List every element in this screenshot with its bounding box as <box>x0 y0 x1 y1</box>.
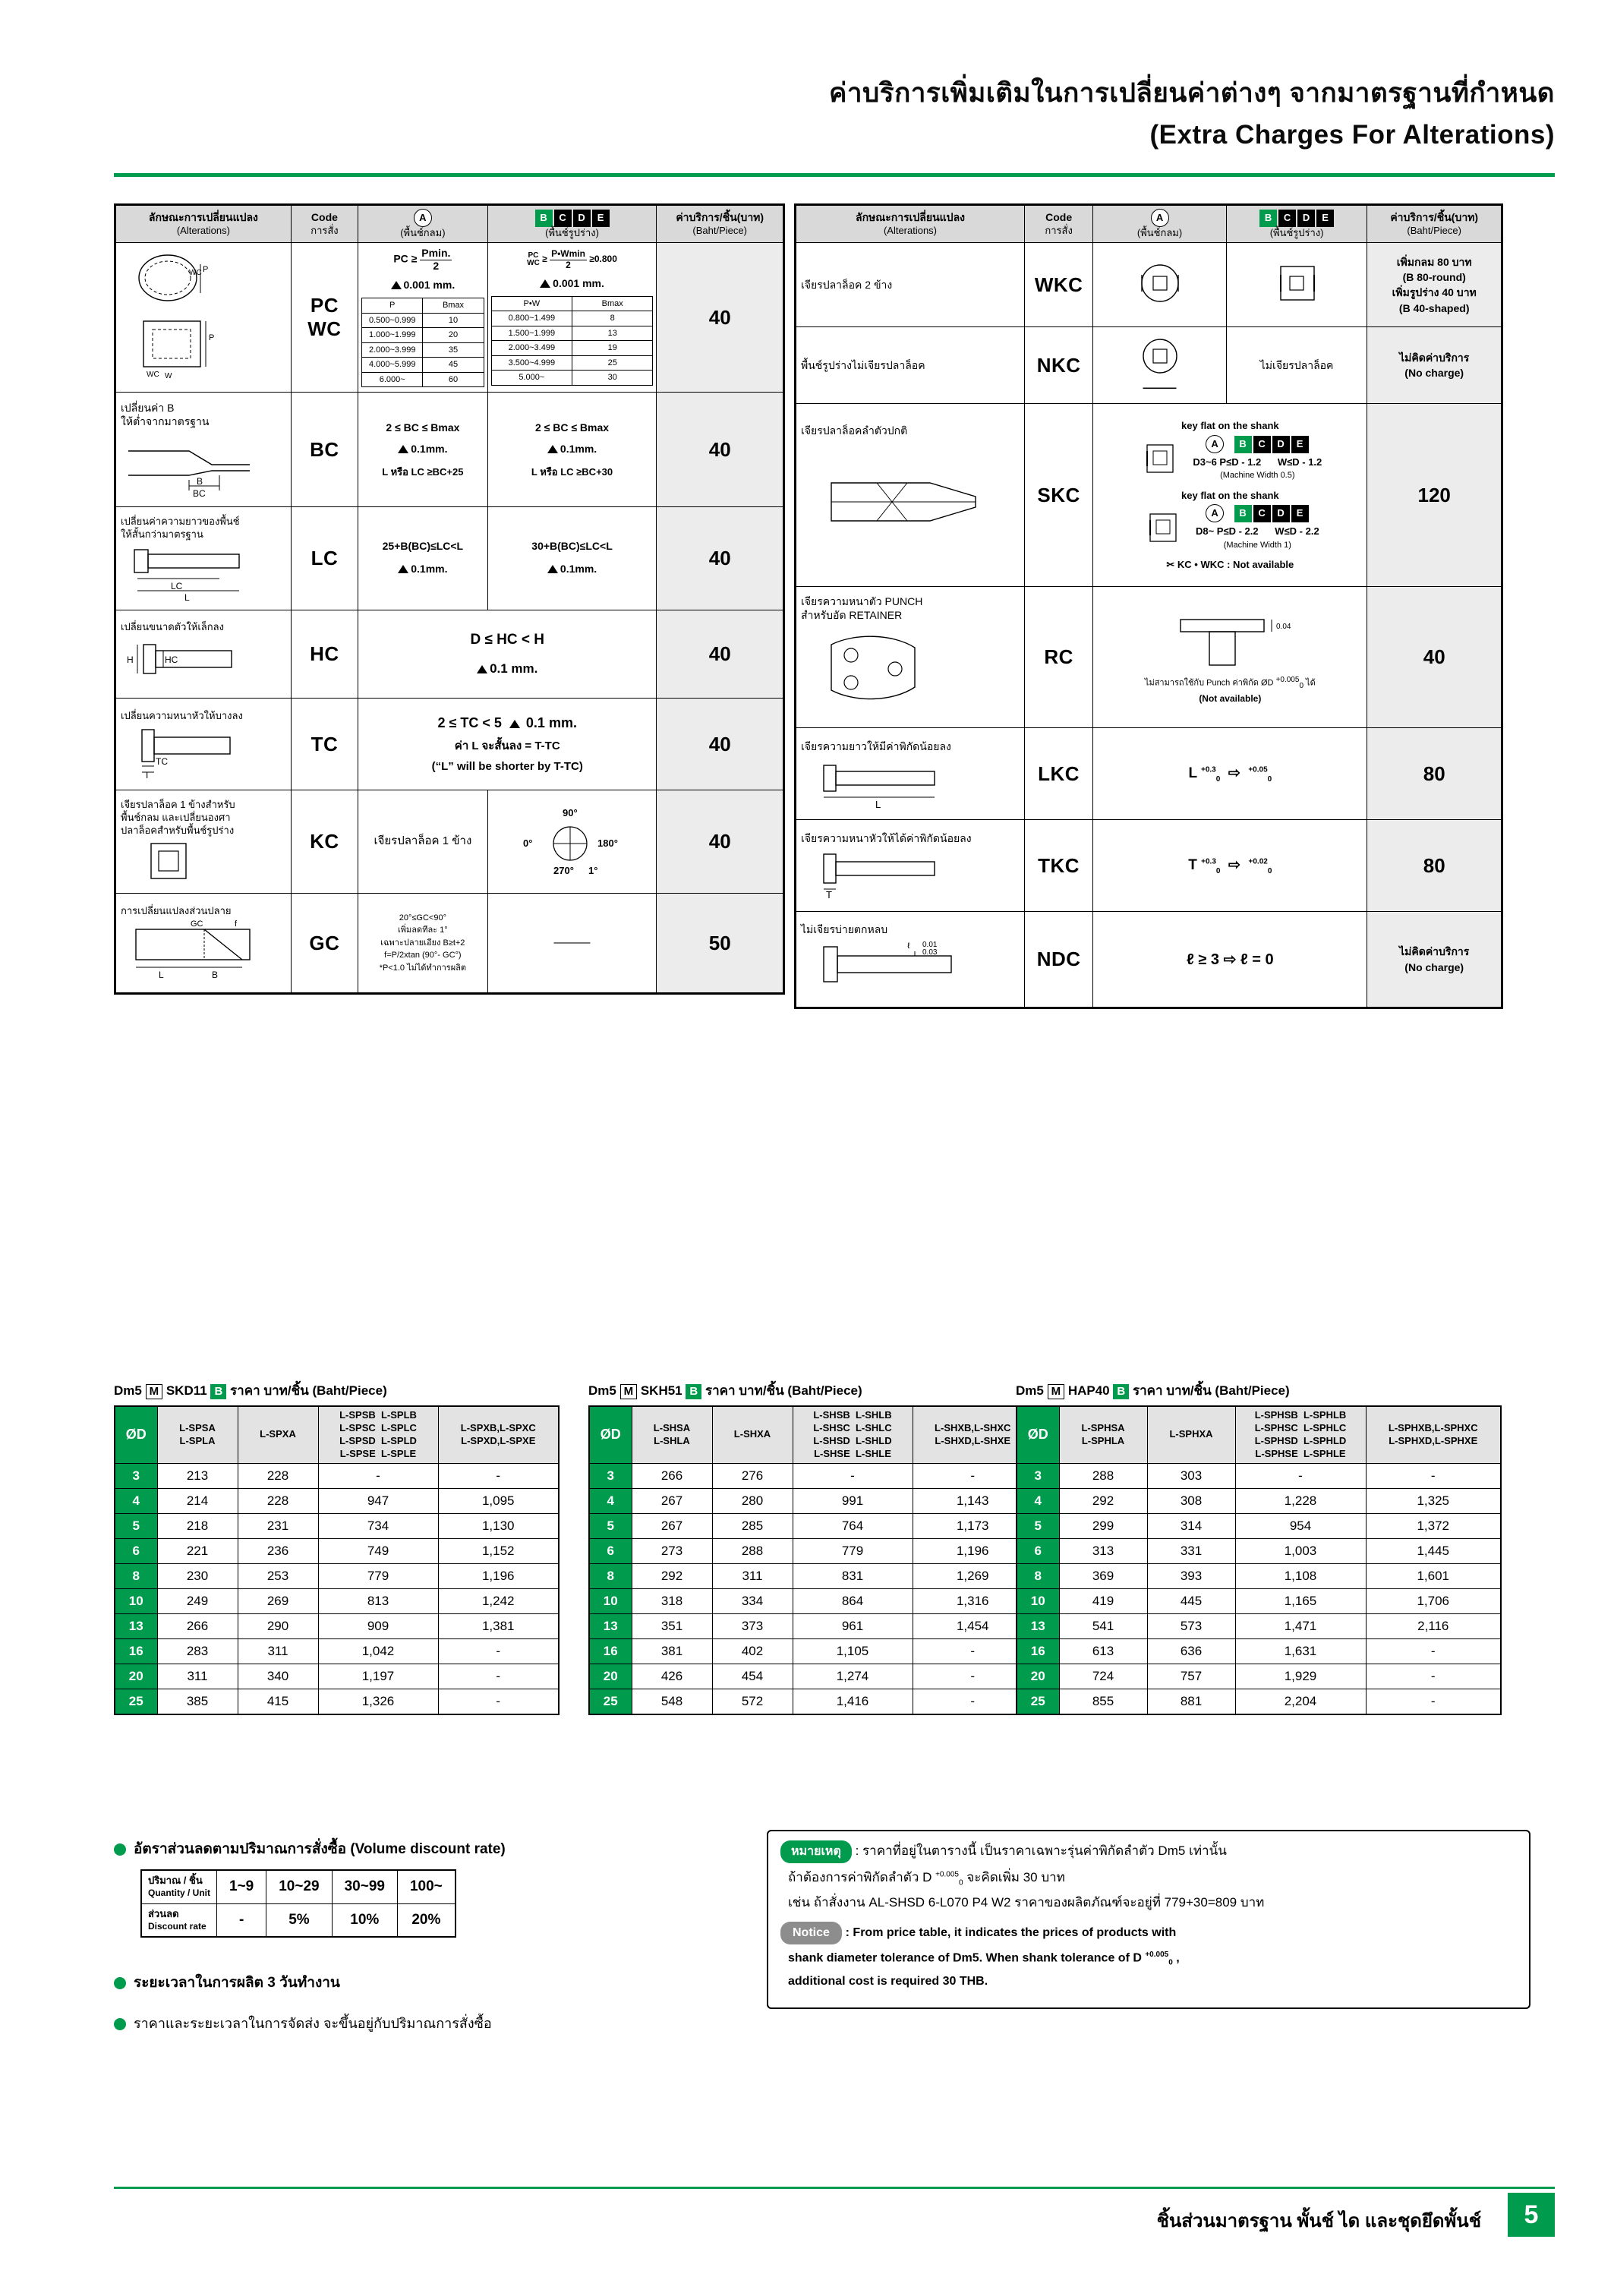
mark-m-icon-3: M <box>1048 1384 1065 1399</box>
col-code-th: Code <box>311 211 338 224</box>
code-gc: GC <box>291 894 358 993</box>
col-od-1: ØD <box>115 1406 157 1463</box>
qty-1: 1~9 <box>217 1870 266 1903</box>
alterations-table-right <box>794 203 1503 1009</box>
table-row: เปลี่ยนค่าความยาวของพื้นช์ ให้สั้นกว่ามาตรฐาน LC L LC 25+B(BC)≤LC<L 0.1mm. 30+B(BC)≤LC<L 0.1mm. 40 <box>116 507 783 610</box>
lead-time-note <box>114 1971 340 1994</box>
skc-note-2a: D8~ P≤D - 2.2 <box>1195 525 1259 537</box>
svg-text:ℓ: ℓ <box>907 941 910 951</box>
col-round-th-2: (พื้นช์กลม) <box>1136 227 1183 238</box>
gc-dash: ——— <box>487 894 657 993</box>
tolerance-pc-wc: 0.001 mm. <box>491 275 654 293</box>
table-row: 8 369 393 1,108 1,601 <box>1017 1563 1501 1588</box>
price-table-title-3 <box>1016 1380 1502 1401</box>
badge-b-icon-skc: B <box>1234 436 1252 453</box>
skc-note-2b: W≤D - 2.2 <box>1275 525 1319 537</box>
code-rc: RC <box>1024 587 1092 728</box>
formula-lc-a: 25+B(BC)≤LC<L <box>382 540 464 553</box>
desc-lkc: เจียรความยาวให้มีค่าพิกัดน้อยลง <box>801 740 951 753</box>
table-row: 13 351 373 961 1,454 <box>589 1613 1033 1638</box>
rate-1: - <box>217 1903 266 1937</box>
title-prefix-1: Dm5 <box>114 1383 142 1398</box>
svg-text:0.03: 0.03 <box>922 948 938 957</box>
sketch-wkc-shaped <box>1270 260 1323 307</box>
col-sphxa-3: L-SPHXA <box>1147 1406 1235 1463</box>
formula-hc: D ≤ HC < H <box>470 632 544 648</box>
table-row <box>796 912 1502 1008</box>
rate-2: 5% <box>266 1903 332 1937</box>
price-table-skh51 <box>588 1380 1034 1715</box>
notice-box <box>767 1830 1530 2009</box>
col-od-2: ØD <box>589 1406 632 1463</box>
code-lkc: LKC <box>1024 728 1092 820</box>
bullet-icon-3 <box>114 2018 126 2030</box>
badge-a-icon-skc: A <box>1206 435 1224 453</box>
col-shaped-th-2: (พื้นช์รูปร่าง) <box>1269 226 1324 238</box>
table-volume-discount <box>140 1869 456 1938</box>
shipping-text: ราคาและระยะเวลาในการจัดส่ง จะขึ้นอยู่กับปริมาณการสั่งซื้อ <box>134 2016 492 2031</box>
table-prices-hap40 <box>1016 1405 1502 1715</box>
title-suffix-3: ราคา บาท/ชิ้น (Baht/Piece) <box>1132 1383 1290 1398</box>
table-row <box>116 699 783 790</box>
table-row <box>796 728 1502 820</box>
col-od-3: ØD <box>1017 1406 1059 1463</box>
svg-text:BC: BC <box>193 488 206 499</box>
desc-lc: เปลี่ยนค่าความยาวของพื้นช์ ให้สั้นกว่ามาตรฐาน <box>121 515 240 540</box>
sketch-rc-detail <box>1127 609 1332 673</box>
page-header <box>829 72 1555 150</box>
badge-e-icon-skc2: E <box>1291 505 1309 522</box>
col-price-th-2: ค่าบริการ/ชิ้น(บาท) <box>1390 211 1479 224</box>
sketch-gc <box>121 917 280 981</box>
svg-text:0.01: 0.01 <box>922 940 938 949</box>
note-gc: 20°≤GC<90° เพิ่มลดทีละ 1° เฉพาะปลายเอียง B≥t+2 f=P/2xtan (90°- GC°) *P<1.0 ไม่ได้ทำการผลิต <box>358 894 488 993</box>
col-code-en-2: การสั่ง <box>1045 224 1073 236</box>
lead-time-text: ระยะเวลาในการผลิต 3 วันทำงาน <box>134 1975 340 1991</box>
price-table-skd11 <box>114 1380 560 1715</box>
price-tkc: 80 <box>1367 820 1502 912</box>
col-alterations-th: ลักษณะการเปลี่ยนแปลง <box>148 211 258 224</box>
table-header-row <box>1017 1406 1501 1463</box>
notice-en-2: shank diameter tolerance of Dm5. When shank tolerance of D $^{+0.005}_0$ , <box>788 1950 1180 1967</box>
sketch-skc-small-2 <box>1141 508 1185 547</box>
table-row <box>141 1903 456 1937</box>
shipping-note <box>114 2012 492 2034</box>
header-divider <box>114 173 1555 177</box>
svg-text:0.04: 0.04 <box>1276 623 1291 632</box>
table-row: 13 541 573 1,471 2,116 <box>1017 1613 1501 1638</box>
sketch-tkc <box>801 845 998 900</box>
table-row: 10 249 269 813 1,242 <box>115 1588 559 1613</box>
notice-th-2: ถ้าต้องการค่าพิกัดลำตัว D $^{+0.005}_0$ จะคิดเพิ่ม 30 บาท <box>788 1870 1065 1888</box>
code-tc: TC <box>291 699 358 790</box>
table-row: เปลี่ยนขนาดตัวให้เล็กลง H HC HC D ≤ HC < H 0.1 mm. 40 <box>116 610 783 699</box>
table-row: 6 273 288 779 1,196 <box>589 1538 1033 1563</box>
table-row: 25 385 415 1,326 - <box>115 1689 559 1714</box>
page-title-en: (Extra Charges For Alterations) <box>1149 120 1555 150</box>
badge-e-icon: E <box>592 210 610 227</box>
mark-m-icon-1: M <box>146 1384 163 1399</box>
badge-d-icon-skc: D <box>1272 436 1290 453</box>
skc-note-1b: W≤D - 1.2 <box>1277 456 1322 468</box>
price-table-title-2 <box>588 1380 1034 1401</box>
badge-d-icon-skc2: D <box>1272 505 1290 522</box>
bullet-icon-1 <box>114 1843 126 1856</box>
svg-text:180°: 180° <box>597 837 618 849</box>
skc-note-1: key flat on the shank <box>1181 420 1279 431</box>
table-row: 4 214 228 947 1,095 <box>115 1488 559 1513</box>
skc-note-3: ✂ KC • WKC : Not available <box>1166 559 1294 570</box>
notice-tag-en: Notice <box>780 1922 842 1944</box>
price-table-title-1 <box>114 1380 560 1401</box>
discount-title-row <box>114 1837 506 1860</box>
table-row <box>796 587 1502 728</box>
table-row: 6 313 331 1,003 1,445 <box>1017 1538 1501 1563</box>
table-pw-bmax: P•W Bmax 0.800~1.499 8 1.500~1.999 13 2.000~3.499 19 3.500~4.999 25 5.000~ 30 <box>491 296 654 386</box>
table-prices-skd11 <box>114 1405 560 1715</box>
code-pc-wc: PC WC <box>291 243 358 393</box>
price-gc: 50 <box>657 894 783 993</box>
note-nkc: ไม่เจียรปลาล็อค <box>1226 327 1367 404</box>
badge-d-icon-2: D <box>1297 210 1315 227</box>
badge-a-icon-2: A <box>1151 209 1169 227</box>
desc-skc: เจียรปลาล็อคลำตัวปกติ <box>801 424 908 437</box>
table-row: 5 299 314 954 1,372 <box>1017 1513 1501 1538</box>
col-code-en: การสั่ง <box>311 224 339 236</box>
col-spsa-1: L-SPSA L-SPLA <box>157 1406 238 1463</box>
svg-text:H: H <box>127 654 134 665</box>
sketch-ndc <box>801 936 1006 997</box>
diagram-kc-angles <box>515 807 629 877</box>
svg-text:L: L <box>875 799 881 809</box>
col-shxa-2: L-SHXA <box>712 1406 793 1463</box>
svg-text:LC: LC <box>171 581 183 592</box>
formula-pc: PC ≥ Pmin. 2 <box>393 247 451 272</box>
col-alterations-en: (Alterations) <box>176 224 230 236</box>
table-row: 3 266 276 - - <box>589 1463 1033 1488</box>
col-sphxb-3: L-SPHXB,L-SPHXC L-SPHXD,L-SPHXE <box>1366 1406 1501 1463</box>
svg-text:90°: 90° <box>562 806 578 818</box>
notice-th-1 <box>780 1840 1517 1863</box>
table-row: 25 548 572 1,416 - <box>589 1689 1033 1714</box>
svg-text:L: L <box>159 970 164 981</box>
note-kc: เจียรปลาล็อค 1 ข้าง <box>358 790 488 894</box>
badge-a-icon: A <box>414 209 432 227</box>
table-row: 4 292 308 1,228 1,325 <box>1017 1488 1501 1513</box>
col-alterations-th-2: ลักษณะการเปลี่ยนแปลง <box>855 211 965 224</box>
price-lc: 40 <box>657 507 783 610</box>
col-spsb-1: L-SPSB L-SPLB L-SPSC L-SPLC L-SPSD L-SPLD L-SPSE L-SPLE <box>318 1406 438 1463</box>
mark-b-icon-2: B <box>686 1384 701 1399</box>
col-shsa-2: L-SHSA L-SHLA <box>632 1406 712 1463</box>
formula-bc-a2: L หรือ LC ≥BC+25 <box>382 465 464 478</box>
table-row <box>116 243 783 393</box>
note-rc-1: ไม่สามารถใช้กับ Punch ค่าพิกัด ØD +0.0050 ได้ <box>1144 676 1316 691</box>
code-bc: BC <box>291 393 358 507</box>
table-row <box>116 894 783 993</box>
formula-tc: 2 ≤ TC < 5 0.1 mm. <box>437 715 577 731</box>
sketch-bc <box>121 428 280 498</box>
formula-tkc: T $^{+0.3}_0$ ⇨ $^{+0.02}_0$ <box>1188 856 1272 875</box>
code-wkc: WKC <box>1024 243 1092 327</box>
table-row: 8 292 311 831 1,269 <box>589 1563 1033 1588</box>
badge-b-icon: B <box>535 210 553 227</box>
svg-text:1°: 1° <box>588 864 597 876</box>
table-p-bmax: P Bmax 0.500~0.999 10 1.000~1.999 20 2.000~3.999 35 4.000~5.999 45 6.000~ 60 <box>361 298 484 387</box>
svg-text:P: P <box>209 333 215 343</box>
table-row: 20 311 340 1,197 - <box>115 1664 559 1689</box>
svg-text:TC: TC <box>156 756 168 768</box>
desc-gc: การเปลี่ยนแปลงส่วนปลาย <box>121 904 232 916</box>
badge-b-icon-2: B <box>1259 210 1277 227</box>
svg-text:P: P <box>203 265 209 275</box>
price-kc: 40 <box>657 790 783 894</box>
qty-2: 10~29 <box>266 1870 332 1903</box>
table-row: 10 419 445 1,165 1,706 <box>1017 1588 1501 1613</box>
formula-bc-a: 2 ≤ BC ≤ Bmax <box>386 421 460 434</box>
table-row: 6 221 236 749 1,152 <box>115 1538 559 1563</box>
note-rc-2: (Not available) <box>1199 693 1262 705</box>
desc-kc: เจียรปลาล็อค 1 ข้างสำหรับ พื้นช์กลม และเปลี่ยนองศา ปลาล็อคสำหรับพื้นช์รูปร่าง <box>121 799 235 836</box>
svg-text:f: f <box>235 919 238 929</box>
price-bc: 40 <box>657 393 783 507</box>
tolerance-pc: 0.001 mm. <box>361 276 484 295</box>
price-ndc: ไม่คิดค่าบริการ (No charge) <box>1367 912 1502 1008</box>
badge-c-icon: C <box>554 210 572 227</box>
notice-en-line1: : From price table, it indicates the prices of products with <box>845 1925 1177 1939</box>
skc-note-2c: (Machine Width 1) <box>1223 540 1291 550</box>
col-price-en: (Baht/Piece) <box>692 224 747 236</box>
code-tkc: TKC <box>1024 820 1092 912</box>
table-row: 4 267 280 991 1,143 <box>589 1488 1033 1513</box>
table-row: 5 218 231 734 1,130 <box>115 1513 559 1538</box>
footer-divider <box>114 2187 1555 2189</box>
svg-text:HC: HC <box>165 654 178 665</box>
table-row: 8 230 253 779 1,196 <box>115 1563 559 1588</box>
note-tc-2: (“L” will be shorter by T-TC) <box>431 759 583 773</box>
col-spxa-1: L-SPXA <box>238 1406 318 1463</box>
skc-note-1c: (Machine Width 0.5) <box>1220 471 1295 480</box>
notice-tag-th: หมายเหตุ <box>780 1840 852 1863</box>
sketch-skc <box>801 437 1013 566</box>
price-wkc: เพิ่มกลม 80 บาท (B 80-round) เพิ่มรูปร่าง 40 บาท (B 40-shaped) <box>1367 243 1502 327</box>
formula-ndc: ℓ ≥ 3 ⇨ ℓ = 0 <box>1187 951 1274 968</box>
col-sphsa-3: L-SPHSA L-SPHLA <box>1059 1406 1147 1463</box>
notice-th-line1: : ราคาที่อยู่ในตารางนี้ เป็นราคาเฉพาะรุ่นค่าพิกัดลำตัว Dm5 เท่านั้น <box>855 1843 1227 1858</box>
sketch-tc <box>121 722 280 778</box>
grade-2: SKH51 <box>640 1383 682 1398</box>
table-row <box>796 327 1502 404</box>
skc-note-1a: D3~6 P≤D - 1.2 <box>1193 456 1262 468</box>
alterations-table-left <box>114 203 785 995</box>
page-title-th: ค่าบริการเพิ่มเติมในการเปลี่ยนค่าต่างๆ จากมาตรฐานที่กำหนด <box>828 78 1555 108</box>
qty-3: 30~99 <box>332 1870 397 1903</box>
code-kc: KC <box>291 790 358 894</box>
notice-th-3: เช่น ถ้าสั่งงาน AL-SHSD 6-L070 P4 W2 ราคาของผลิตภัณฑ์จะอยู่ที่ 779+30=809 บาท <box>788 1895 1265 1910</box>
code-nkc: NKC <box>1024 327 1092 404</box>
price-rc: 40 <box>1367 587 1502 728</box>
table-row <box>141 1870 456 1903</box>
grade-3: HAP40 <box>1067 1383 1110 1398</box>
table-row: 16 283 311 1,042 - <box>115 1638 559 1664</box>
col-shsb-2: L-SHSB L-SHLB L-SHSC L-SHLC L-SHSD L-SHLD L-SHSE L-SHLE <box>793 1406 913 1463</box>
svg-text:L: L <box>184 592 190 602</box>
sketch-pc-wc <box>121 249 284 386</box>
col-code-th-2: Code <box>1045 211 1073 224</box>
table-header-row <box>115 1406 559 1463</box>
badge-d-icon: D <box>573 210 591 227</box>
sketch-wkc-round <box>1133 260 1187 307</box>
mark-b-icon-1: B <box>210 1384 226 1399</box>
badge-c-icon-skc: C <box>1253 436 1271 453</box>
discount-row1-label: ปริมาณ / ชิ้น Quantity / Unit <box>141 1870 217 1903</box>
svg-text:B: B <box>197 476 203 487</box>
col-spxb-1: L-SPXB,L-SPXC L-SPXD,L-SPXE <box>438 1406 559 1463</box>
badge-c-icon-skc2: C <box>1253 505 1271 522</box>
code-lc: LC <box>291 507 358 610</box>
table-row: 5 267 285 764 1,173 <box>589 1513 1033 1538</box>
code-ndc: NDC <box>1024 912 1092 1008</box>
table-header-row <box>116 206 783 243</box>
sketch-rc <box>801 622 1013 721</box>
discount-title: อัตราส่วนลดตามปริมาณการสั่งซื้อ (Volume discount rate) <box>134 1841 506 1857</box>
badge-e-icon-2: E <box>1316 210 1334 227</box>
badge-a-icon-skc2: A <box>1206 504 1224 522</box>
sketch-lc <box>121 541 280 601</box>
notice-en-3: additional cost is required 30 THB. <box>788 1975 988 1988</box>
desc-hc: เปลี่ยนขนาดตัวให้เล็กลง <box>121 621 224 633</box>
badge-b-icon-skc2: B <box>1234 505 1252 522</box>
table-row: 20 426 454 1,274 - <box>589 1664 1033 1689</box>
col-shxb-2: L-SHXB,L-SHXC L-SHXD,L-SHXE <box>913 1406 1033 1463</box>
svg-text:WC: WC <box>189 269 202 278</box>
svg-text:B: B <box>212 970 219 981</box>
title-suffix-1: ราคา บาท/ชิ้น (Baht/Piece) <box>230 1383 387 1398</box>
price-table-hap40 <box>1016 1380 1502 1715</box>
svg-text:T: T <box>826 889 832 900</box>
price-tc: 40 <box>657 699 783 790</box>
rate-3: 10% <box>332 1903 397 1937</box>
discount-row2-label: ส่วนลด Discount rate <box>141 1903 217 1937</box>
svg-text:GC: GC <box>191 919 203 929</box>
svg-text:270°: 270° <box>553 864 574 876</box>
price-lkc: 80 <box>1367 728 1502 820</box>
grade-1: SKD11 <box>165 1383 207 1398</box>
table-prices-skh51 <box>588 1405 1034 1715</box>
table-row: 3 213 228 - - <box>115 1463 559 1488</box>
formula-pc-wc: PC WC ≥ P•Wmin 2 ≥0.800 <box>527 248 617 270</box>
formula-bc-b2: L หรือ LC ≥BC+30 <box>531 465 613 478</box>
page-number: 5 <box>1508 2193 1555 2237</box>
table-row: เปลี่ยนค่า B ให้ต่ำจากมาตรฐาน B BC BC 2 ≤ BC ≤ Bmax 0.1mm. L หรือ LC ≥BC+25 2 ≤ BC ≤ Bmax 0.1mm. L หรือ LC ≥BC+30 40 <box>116 393 783 507</box>
bullet-icon-2 <box>114 1977 126 1989</box>
desc-tc: เปลี่ยนความหนาหัวให้บางลง <box>121 709 243 721</box>
title-prefix-2: Dm5 <box>588 1383 616 1398</box>
col-alterations-en-2: (Alterations) <box>883 224 938 236</box>
sketch-nkc <box>1133 334 1187 378</box>
note-tc-1: ค่า L จะสั้นลง = T-TC <box>454 740 560 753</box>
code-skc: SKC <box>1024 404 1092 587</box>
svg-text:W: W <box>165 372 172 381</box>
table-header-row <box>589 1406 1033 1463</box>
table-row: 3 288 303 - - <box>1017 1463 1501 1488</box>
title-prefix-3: Dm5 <box>1016 1383 1044 1398</box>
svg-text:WC: WC <box>147 371 159 380</box>
mark-b-icon-3: B <box>1113 1384 1129 1399</box>
sketch-skc-small <box>1138 439 1182 478</box>
col-price-en-2: (Baht/Piece) <box>1407 224 1461 236</box>
table-header-row <box>796 206 1502 243</box>
desc-rc: เจียรความหนาตัว PUNCH สำหรับอัด RETAINER <box>801 594 923 621</box>
code-hc: HC <box>291 610 358 699</box>
col-price-th: ค่าบริการ/ชิ้น(บาท) <box>676 211 764 224</box>
badge-c-icon-2: C <box>1278 210 1296 227</box>
svg-text:0°: 0° <box>522 837 532 849</box>
table-row <box>796 243 1502 327</box>
qty-4: 100~ <box>397 1870 455 1903</box>
col-round-th: (พื้นช์กลม) <box>400 227 446 238</box>
formula-lkc: L $^{+0.3}_0$ ⇨ $^{+0.05}_0$ <box>1188 765 1272 784</box>
sketch-lkc <box>801 753 998 808</box>
table-row <box>116 790 783 894</box>
desc-tkc: เจียรความหนาหัวให้ได้ค่าพิกัดน้อยลง <box>801 832 972 845</box>
table-row: 25 855 881 2,204 - <box>1017 1689 1501 1714</box>
desc-bc: เปลี่ยนค่า B ให้ต่ำจากมาตรฐาน <box>121 401 210 428</box>
mark-m-icon-2: M <box>620 1384 638 1399</box>
price-nkc: ไม่คิดค่าบริการ (No charge) <box>1367 327 1502 404</box>
badge-e-icon-skc: E <box>1291 436 1309 453</box>
table-row: 10 318 334 864 1,316 <box>589 1588 1033 1613</box>
footer-text: ชิ้นส่วนมาตรฐาน พั้นช์ ได และชุดยึดพั้นช์ <box>1156 2211 1481 2231</box>
title-suffix-2: ราคา บาท/ชิ้น (Baht/Piece) <box>705 1383 862 1398</box>
desc-wkc: เจียรปลาล็อค 2 ข้าง <box>801 279 893 292</box>
price-hc: 40 <box>657 610 783 699</box>
price-pc-wc: 40 <box>657 243 783 393</box>
col-sphsb-3: L-SPHSB L-SPHLB L-SPHSC L-SPHLC L-SPHSD L-SPHLD L-SPHSE L-SPHLE <box>1235 1406 1366 1463</box>
table-row <box>796 404 1502 587</box>
nkc-dash: —— <box>1143 377 1177 396</box>
sketch-hc <box>121 634 280 687</box>
svg-text:T: T <box>144 770 150 779</box>
table-row: 13 266 290 909 1,381 <box>115 1613 559 1638</box>
skc-note-2: key flat on the shank <box>1181 489 1279 501</box>
price-skc: 120 <box>1367 404 1502 587</box>
formula-bc-b: 2 ≤ BC ≤ Bmax <box>534 421 610 434</box>
rate-4: 20% <box>397 1903 455 1937</box>
table-row: 16 381 402 1,105 - <box>589 1638 1033 1664</box>
table-row: 20 724 757 1,929 - <box>1017 1664 1501 1689</box>
table-row: 16 613 636 1,631 - <box>1017 1638 1501 1664</box>
table-row <box>796 820 1502 912</box>
col-shaped-th: (พื้นช์รูปร่าง) <box>545 226 599 238</box>
sketch-kc <box>121 837 280 885</box>
notice-en-1 <box>780 1922 1517 1944</box>
formula-lc-b: 30+B(BC)≤LC<L <box>531 540 613 553</box>
desc-ndc: ไม่เจียรบ่ายตกหลบ <box>801 922 888 935</box>
desc-nkc: พื้นช์รูปร่างไม่เจียรปลาล็อค <box>801 359 925 372</box>
